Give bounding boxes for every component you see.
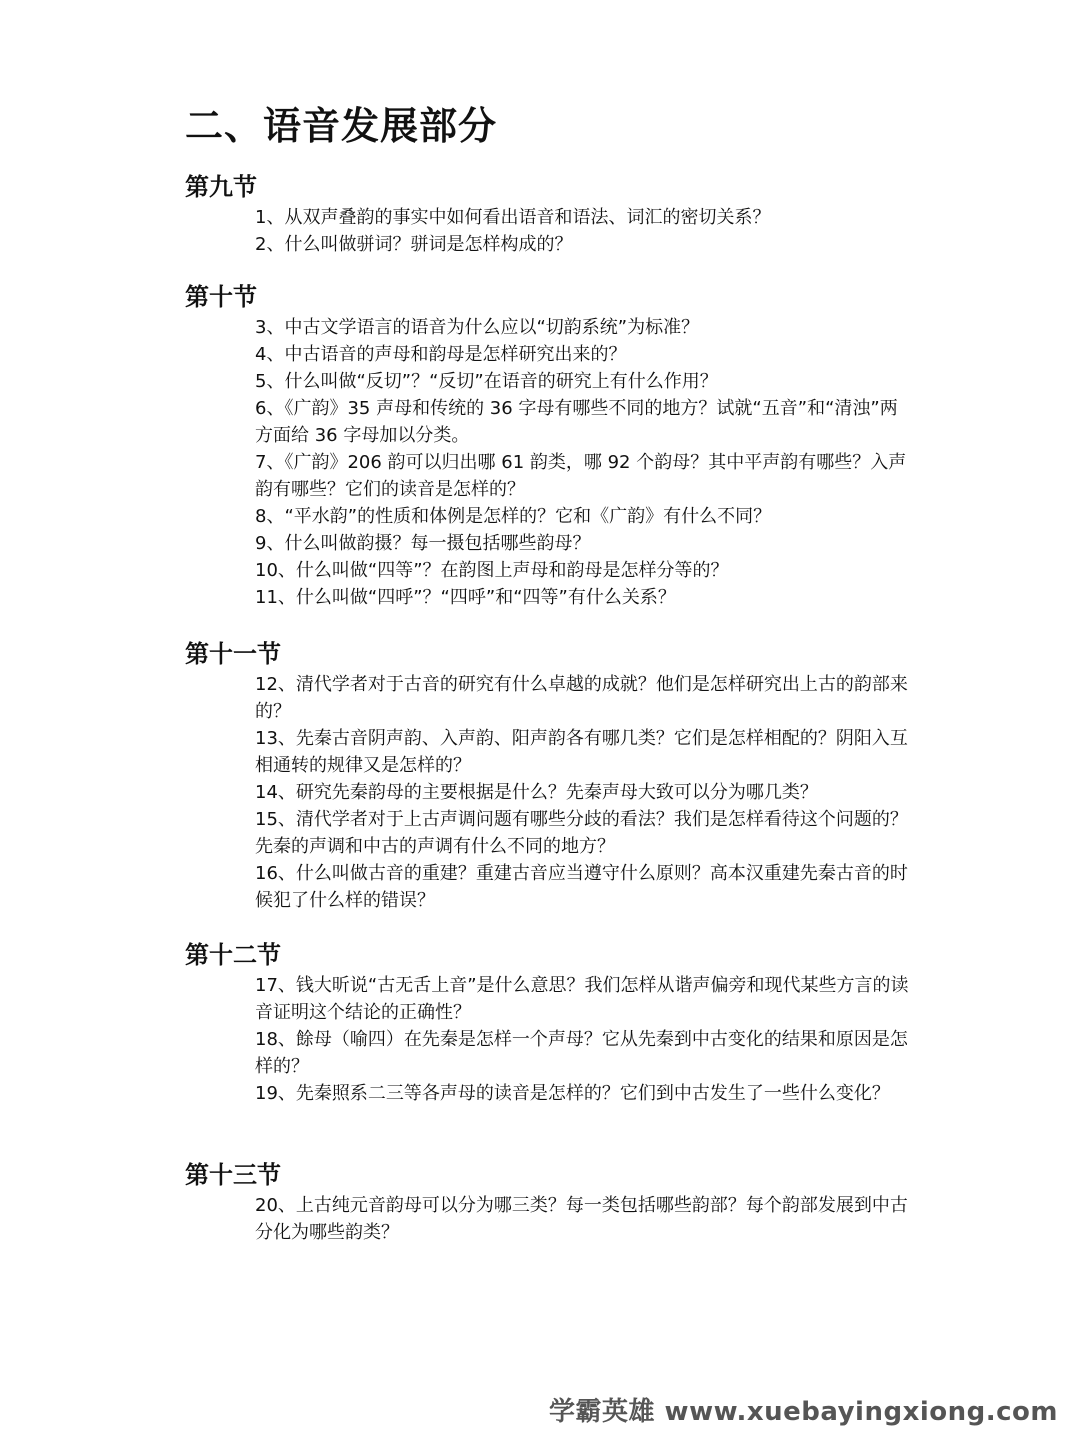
question-item: 2、什么叫做骈词？骈词是怎样构成的？ (255, 234, 573, 255)
section-13 (185, 1158, 915, 1246)
question-item: 6、《广韵》35 声母和传统的 36 字母有哪些不同的地方？试就“五音”和“清浊”两方面给 36 字母加以分类。 (255, 398, 898, 446)
question-item: 3、中古文学语言的语音为什么应以“切韵系统”为标准？ (255, 317, 700, 338)
question-item: 5、什么叫做“反切”？“反切”在语音的研究上有什么作用？ (255, 371, 718, 392)
question-item: 12、清代学者对于古音的研究有什么卓越的成就？他们是怎样研究出上古的韵部来的？ (255, 674, 908, 722)
question-list (185, 1192, 915, 1246)
section-12 (185, 938, 915, 1107)
section-9 (185, 170, 915, 258)
question-list (185, 972, 915, 1107)
question-item: 10、什么叫做“四等”？在韵图上声母和韵母是怎样分等的？ (255, 560, 729, 581)
question-item: 9、什么叫做韵摄？每一摄包括哪些韵母？ (255, 533, 591, 554)
question-list (185, 314, 915, 611)
section-title: 第九节 (185, 173, 257, 201)
section-title: 第十二节 (185, 941, 281, 969)
section-title: 第十三节 (185, 1161, 281, 1189)
question-item: 1、从双声叠韵的事实中如何看出语音和语法、词汇的密切关系？ (255, 207, 771, 228)
question-item: 20、上古纯元音韵母可以分为哪三类？每一类包括哪些韵部？每个韵部发展到中古分化为哪些韵类？ (255, 1195, 908, 1243)
question-item: 8、“平水韵”的性质和体例是怎样的？它和《广韵》有什么不同？ (255, 506, 772, 527)
question-item: 13、先秦古音阴声韵、入声韵、阳声韵各有哪几类？它们是怎样相配的？阴阳入互相通转的规律又是怎样的？ (255, 728, 908, 776)
question-item: 15、清代学者对于上古声调问题有哪些分歧的看法？我们是怎样看待这个问题的？先秦的声调和中古的声调有什么不同的地方？ (255, 809, 908, 857)
question-list (185, 671, 915, 914)
question-item: 4、中古语音的声母和韵母是怎样研究出来的？ (255, 344, 627, 365)
question-item: 16、什么叫做古音的重建？重建古音应当遵守什么原则？高本汉重建先秦古音的时候犯了什么样的错误？ (255, 863, 908, 911)
section-title: 第十节 (185, 283, 257, 311)
question-item: 19、先秦照系二三等各声母的读音是怎样的？它们到中古发生了一些什么变化？ (255, 1083, 890, 1104)
section-11 (185, 637, 915, 914)
question-item: 11、什么叫做“四呼”？“四呼”和“四等”有什么关系？ (255, 587, 676, 608)
question-item: 7、《广韵》206 韵可以归出哪 61 韵类，哪 92 个韵母？其中平声韵有哪些？入声韵有哪些？它们的读音是怎样的？ (255, 452, 907, 500)
question-item: 17、钱大昕说“古无舌上音”是什么意思？我们怎样从谐声偏旁和现代某些方言的读音证明这个结论的正确性？ (255, 975, 909, 1023)
footer-watermark: 学霸英雄 www.xuebayingxiong.com (549, 1397, 1058, 1427)
section-10 (185, 280, 915, 611)
question-item: 18、餘母（喻四）在先秦是怎样一个声母？它从先秦到中古变化的结果和原因是怎样的？ (255, 1029, 908, 1077)
question-list (185, 204, 915, 258)
question-item: 14、研究先秦韵母的主要根据是什么？先秦声母大致可以分为哪几类？ (255, 782, 818, 803)
page-title: 二、语音发展部分 (185, 104, 498, 148)
section-title: 第十一节 (185, 640, 281, 668)
